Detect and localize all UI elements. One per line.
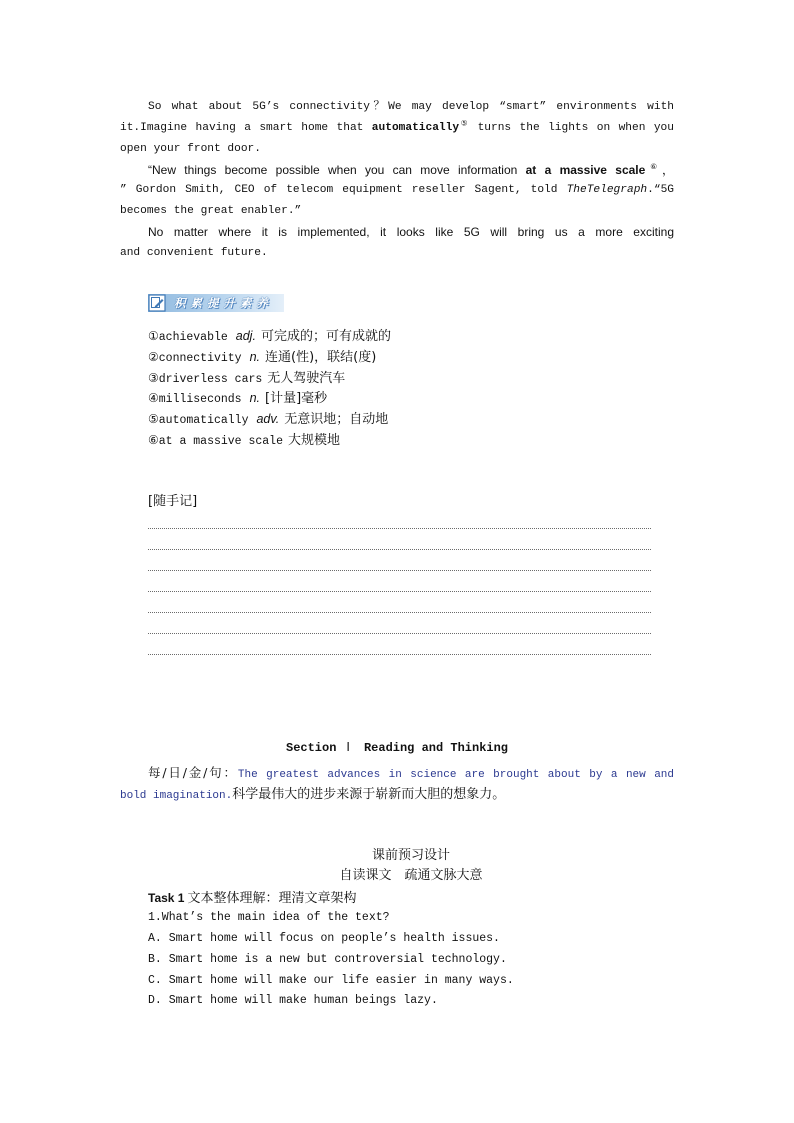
passage-text: turns the lights on when you <box>469 122 674 134</box>
key-phrase-massive-scale: at a massive scale <box>525 163 646 177</box>
note-rule <box>148 570 651 571</box>
vocab-number: ④ <box>148 391 159 406</box>
passage-p2-line1 <box>148 160 674 181</box>
passage-text: ” Gordon Smith, CEO of telecom equipment reseller Sagent, told <box>120 184 567 196</box>
passage-text: ， <box>662 163 675 177</box>
vocab-part-of-speech: adv. <box>256 412 280 427</box>
vocab-word: automatically <box>158 414 249 428</box>
section-label: Section <box>286 741 337 755</box>
vocab-part-of-speech: adj. <box>235 329 256 343</box>
note-rule <box>148 612 651 613</box>
vocab-part-of-speech: n. <box>249 349 261 364</box>
daily-quote-chinese: 科学最伟大的进步来源于崭新而大胆的想象力。 <box>232 787 506 802</box>
passage-p3-line1: No matter where it is implemented, it looks like 5G will bring us a more exciting <box>148 225 674 239</box>
notes-label: [随手记] <box>148 494 198 509</box>
vocab-meaning: [计量]毫秒 <box>265 391 328 407</box>
vocab-number: ① <box>148 329 159 343</box>
key-phrase-automatically: automatically <box>371 122 460 134</box>
vocab-word: driverless cars <box>158 372 263 386</box>
vocab-number: ⑤ <box>148 412 159 427</box>
vocab-item <box>148 429 391 450</box>
vocabulary-list <box>148 325 391 450</box>
passage-text: .“5G <box>647 184 674 196</box>
note-rule <box>148 549 651 550</box>
vocab-word: connectivity <box>158 351 242 365</box>
question-option-d: D. Smart home will make human beings lazy. <box>148 994 438 1007</box>
vocab-word: at a massive scale <box>158 434 283 448</box>
vocab-meaning: 无意识地；自动地 <box>284 412 389 428</box>
note-rule <box>148 633 651 634</box>
banner-title: 积累提升素养 <box>174 296 273 310</box>
vocab-number: ⑥ <box>148 432 159 447</box>
passage-text: “New things become possible when you can move information <box>148 163 526 177</box>
vocab-item <box>148 408 391 429</box>
vocab-item <box>148 367 391 388</box>
question-stem: 1.What’s the main idea of the text? <box>148 911 390 924</box>
vocab-word: milliseconds <box>158 393 242 407</box>
preview-subheading: 自读课文 疏通文脉大意 <box>339 868 483 883</box>
publication-name: TheTelegraph <box>566 184 648 196</box>
task-heading <box>148 886 356 907</box>
accumulate-banner <box>148 294 284 312</box>
passage-p1-line2 <box>120 118 674 139</box>
note-rule <box>148 528 651 529</box>
note-rule <box>148 591 651 592</box>
pencil-note-icon <box>148 294 166 312</box>
vocab-meaning: 连通(性)，联结(度) <box>265 349 377 365</box>
section-title: Reading and Thinking <box>363 741 508 755</box>
question-option-a: A. Smart home will focus on people’s health issues. <box>148 932 500 945</box>
passage-text: it.Imagine having a smart home that <box>120 122 372 134</box>
daily-quote-line2 <box>120 782 505 803</box>
vocab-meaning: 可完成的；可有成就的 <box>260 329 391 344</box>
vocab-number: ② <box>148 349 159 364</box>
task-label: Task 1 <box>148 891 185 905</box>
vocab-number: ③ <box>148 370 159 385</box>
passage-p1-line1: So what about 5G’s connectivity？We may develop “smart” environments with <box>148 101 674 113</box>
daily-quote-english: bold imagination. <box>120 790 233 802</box>
passage-p3-line2: and convenient future. <box>120 247 268 259</box>
footnote-marker-5: ⑤ <box>459 118 470 128</box>
vocab-meaning: 大规模地 <box>288 432 341 448</box>
passage-p1-line3: open your front door. <box>120 143 261 155</box>
vocab-item <box>148 325 391 346</box>
task-title: 文本整体理解：理清文章架构 <box>187 891 357 906</box>
passage-p2-line3: becomes the great enabler.” <box>120 205 302 217</box>
daily-quote-line1 <box>148 761 674 782</box>
daily-quote-label: 每/日/金/句： <box>148 765 238 780</box>
section-number: Ⅰ <box>346 740 350 754</box>
vocab-item <box>148 346 391 367</box>
question-option-c: C. Smart home will make our life easier in many ways. <box>148 974 514 987</box>
note-rule <box>148 654 651 655</box>
vocab-meaning: 无人驾驶汽车 <box>267 370 346 386</box>
footnote-marker-6: ⑥ <box>645 162 662 171</box>
vocab-word: achievable <box>158 331 228 344</box>
vocab-part-of-speech: n. <box>249 391 261 406</box>
passage-p2-line2 <box>120 180 674 201</box>
preview-heading: 课前预习设计 <box>371 848 450 863</box>
vocab-item <box>148 387 391 408</box>
daily-quote-english: The greatest advances in science are brought about by a new and <box>237 769 674 781</box>
question-option-b: B. Smart home is a new but controversial technology. <box>148 953 507 966</box>
section-heading <box>120 737 674 758</box>
